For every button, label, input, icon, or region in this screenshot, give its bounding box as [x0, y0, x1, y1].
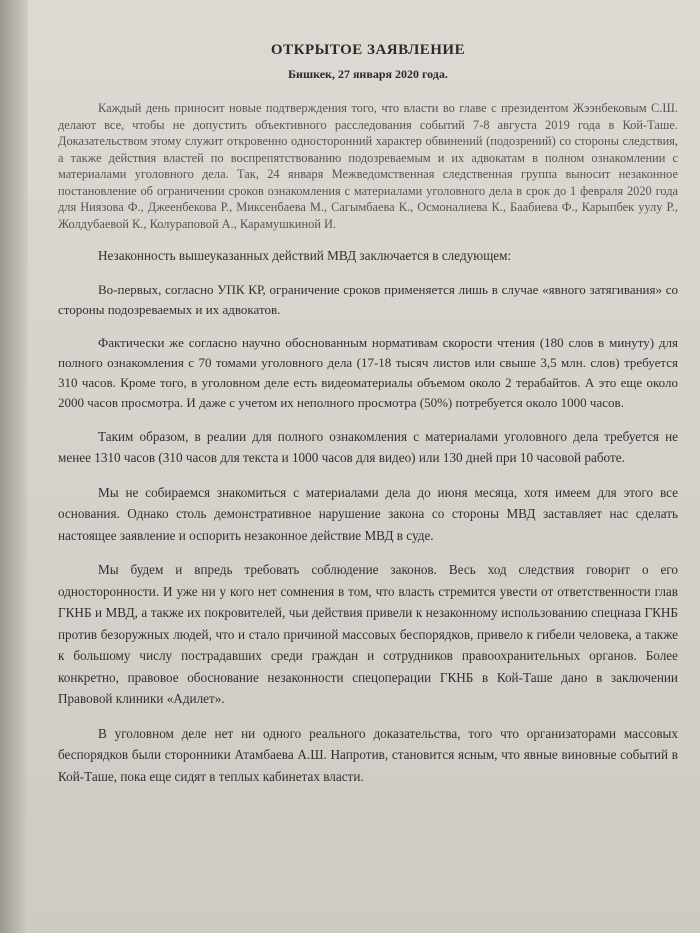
page-edge-shadow — [0, 0, 28, 933]
document-title: ОТКРЫТОЕ ЗАЯВЛЕНИЕ — [270, 42, 466, 58]
paragraph-intro: Каждый день приносит новые подтверждения того, что власти во главе с президентом Жээнбековым С.Ш. делают все, чтобы не допустить объективного расследования событий 7-8 августа 2019 года в Кой-Таше. Доказательством этому служит откровенно односторонний характер обвинений (подозрений) со стороны следствия, а также действия властей по воспрепятствованию подозреваемым и их адвокатам в полном ознакомлении с материалами уголовного дела. Так, 24 января Межведомственная следственная группа выносит незаконное постановление об ограничении сроков ознакомления с материалами уголовного дела в срок до 1 февраля 2020 года для Ниязова Ф., Джеенбекова Р., Миксенбаева М., Сагымбаева К., Осмоналиева К., Баабиева Ф., Карыпбек уулу Р., Жолдубаевой К., Колураповой А., Карамушкиной И. — [58, 101, 678, 231]
paragraph-illegality: Незаконность вышеуказанных действий МВД заключается в следующем: — [98, 248, 512, 263]
document-dateline: Бишкек, 27 января 2020 года. — [288, 67, 448, 81]
paragraph-demand-laws: Мы будем и впредь требовать соблюдение законов. Весь ход следствия говорит о его односторонности. И уже ни у кого нет сомнения в том, что власть стремится увести от ответственности глав ГКНБ и МВД, а также их покровителей, чьи действия привели к незаконному использованию спецназа ГКНБ против безоружных людей, что и стало причиной массовых беспорядков, привело к гибели человека, а также к большому числу пострадавших среди граждан и сотрудников правоохранительных органов. Более конкретно, правовое обоснование незаконности спецоперации ГКНБ в Кой-Таше дано в заключении Правовой клиники «Адилет». — [58, 562, 678, 706]
paragraph-firstly: Во-первых, согласно УПК КР, ограничение сроков применяется лишь в случае «явного затягивания» со стороны подозреваемых и их адвокатов. — [58, 281, 678, 317]
paragraph-reading-norms: Фактически же согласно научно обоснованным нормативам скорости чтения (180 слов в минуту) для полного ознакомления с 70 томами уголовного дела (17-18 тысяч листов или свыше 3,5 млн. слов) требуется 310 часов. Кроме того, в уголовном деле есть видеоматериалы объемом около 2 терабайтов. А это еще около 2000 часов просмотра. И даже с учетом их неполного просмотра (50%) потребуется около 1000 часов. — [58, 334, 678, 410]
paragraph-no-evidence: В уголовном деле нет ни одного реального доказательства, того что организаторами массовых беспорядков были сторонники Атамбаева А.Ш. Напротив, становится ясным, что явные виновные событий в Кой-Таше, пока еще сидят в теплых кабинетах власти. — [58, 725, 678, 784]
paragraph-not-intending: Мы не собираемся знакомиться с материалами дела до июня месяца, хотя имеем для этого все основания. Однако столь демонстративное нарушение закона со стороны МВД заставляет нас сделать настоящее заявление и оспорить незаконное действие МВД в суде. — [58, 484, 678, 543]
document-body — [58, 38, 678, 800]
paragraph-conclusion-hours: Таким образом, в реалии для полного ознакомления с материалами уголовного дела требуется не менее 1310 часов (310 часов для текста и 1000 часов для видео) или 130 дней при 10 часовой работе. — [58, 428, 678, 465]
